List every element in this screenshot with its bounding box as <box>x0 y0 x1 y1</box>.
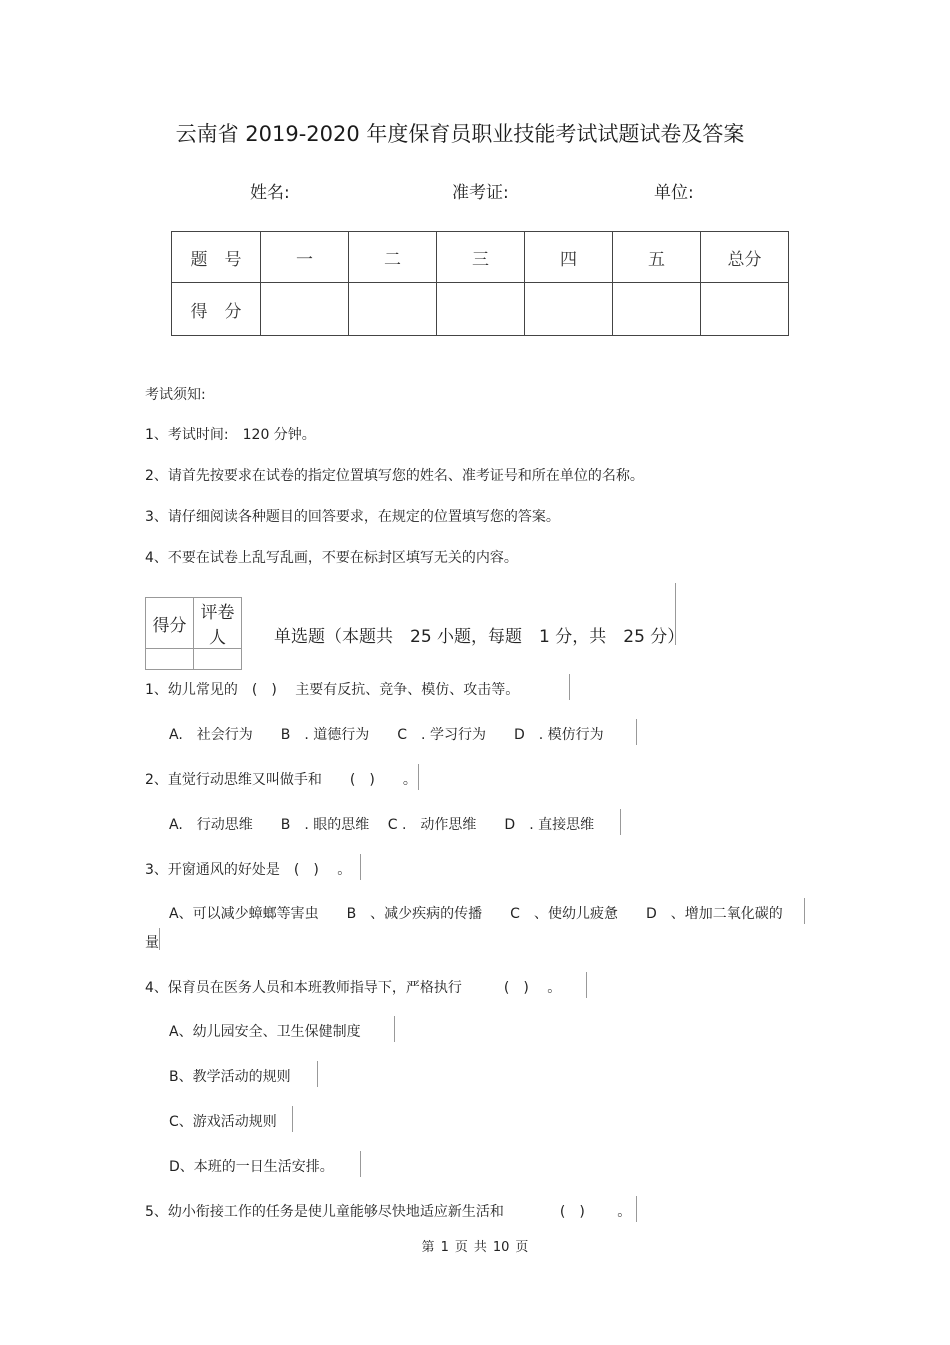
grader-name-label: 评卷人 <box>194 598 242 649</box>
document-title: 云南省 2019-2020 年度保育员职业技能考试试题试卷及答案 <box>175 122 745 146</box>
notice-item: 4、不要在试卷上乱写乱画，不要在标封区填写无关的内容。 <box>145 550 518 566</box>
score-header-cell: 三 <box>437 232 525 283</box>
score-header-cell: 四 <box>525 232 613 283</box>
divider <box>418 764 419 790</box>
score-cell[interactable] <box>525 283 613 336</box>
page-footer <box>0 1236 950 1255</box>
notice-item: 1、考试时间: 120 分钟。 <box>145 427 316 443</box>
divider <box>804 898 805 924</box>
divider <box>569 674 570 700</box>
question-2-options: A. 行动思维 B . 眼的思维 C . 动作思维 D . 直接思维 <box>169 817 595 833</box>
score-cell[interactable] <box>701 283 789 336</box>
divider <box>636 719 637 745</box>
footer-text: 页 <box>454 1240 468 1255</box>
divider <box>636 1196 637 1222</box>
divider <box>292 1106 293 1132</box>
question-4-option-c: C、游戏活动规则 <box>169 1114 277 1130</box>
question-1-options: A. 社会行为 B . 道德行为 C . 学习行为 D . 模仿行为 <box>169 727 604 743</box>
grader-score-cell[interactable] <box>146 649 194 670</box>
score-header-cell: 五 <box>613 232 701 283</box>
score-row-label: 得 分 <box>172 283 261 336</box>
question-4-option-a: A、幼儿园安全、卫生保健制度 <box>169 1024 361 1040</box>
divider <box>620 809 621 835</box>
unit-label: 单位: <box>654 183 694 203</box>
question-4: 4、保育员在医务人员和本班教师指导下，严格执行 ( ) 。 <box>145 980 562 996</box>
question-4-option-d: D、本班的一日生活安排。 <box>169 1159 334 1175</box>
section-title: 单选题（本题共 25 小题，每题 1 分，共 25 分） <box>274 627 685 647</box>
score-table-header-row <box>172 232 789 283</box>
score-header-cell: 一 <box>261 232 349 283</box>
divider <box>586 972 587 998</box>
notice-heading: 考试须知: <box>145 387 206 403</box>
divider <box>360 854 361 880</box>
question-4-option-b: B、教学活动的规则 <box>169 1069 291 1085</box>
score-header-cell: 总分 <box>701 232 789 283</box>
question-3: 3、开窗通风的好处是 ( ) 。 <box>145 862 352 878</box>
question-3-options-cont: 量 <box>145 935 159 951</box>
question-2: 2、直觉行动思维又叫做手和 ( ) 。 <box>145 772 417 788</box>
score-table <box>171 231 789 336</box>
footer-text: 页 <box>515 1240 529 1255</box>
notice-item: 3、请仔细阅读各种题目的回答要求，在规定的位置填写您的答案。 <box>145 509 560 525</box>
score-cell[interactable] <box>261 283 349 336</box>
divider <box>159 928 160 950</box>
grader-box <box>145 597 242 670</box>
divider <box>394 1016 395 1042</box>
footer-text: 第 <box>421 1240 435 1255</box>
notice-item: 2、请首先按要求在试卷的指定位置填写您的姓名、准考证号和所在单位的名称。 <box>145 468 644 484</box>
score-header-cell: 二 <box>349 232 437 283</box>
divider <box>360 1151 361 1177</box>
question-5: 5、幼小衔接工作的任务是使儿童能够尽快地适应新生活和 ( ) 。 <box>145 1204 632 1220</box>
footer-text: 共 <box>473 1240 487 1255</box>
grader-name-cell[interactable] <box>194 649 242 670</box>
question-3-options: A、可以减少蟑螂等害虫 B 、减少疾病的传播 C 、使幼儿疲惫 D 、增加二氧化碳的 <box>169 906 783 922</box>
total-pages: 10 <box>492 1240 510 1255</box>
score-table-score-row <box>172 283 789 336</box>
score-cell[interactable] <box>437 283 525 336</box>
divider <box>317 1061 318 1087</box>
grader-score-label: 得分 <box>146 598 194 649</box>
question-1: 1、幼儿常见的 ( ) 主要有反抗、竞争、模仿、攻击等。 <box>145 682 520 698</box>
page-number: 1 <box>440 1240 449 1255</box>
score-cell[interactable] <box>349 283 437 336</box>
exam-id-label: 准考证: <box>452 183 509 203</box>
score-header-cell: 题 号 <box>172 232 261 283</box>
name-label: 姓名: <box>250 183 290 203</box>
score-cell[interactable] <box>613 283 701 336</box>
